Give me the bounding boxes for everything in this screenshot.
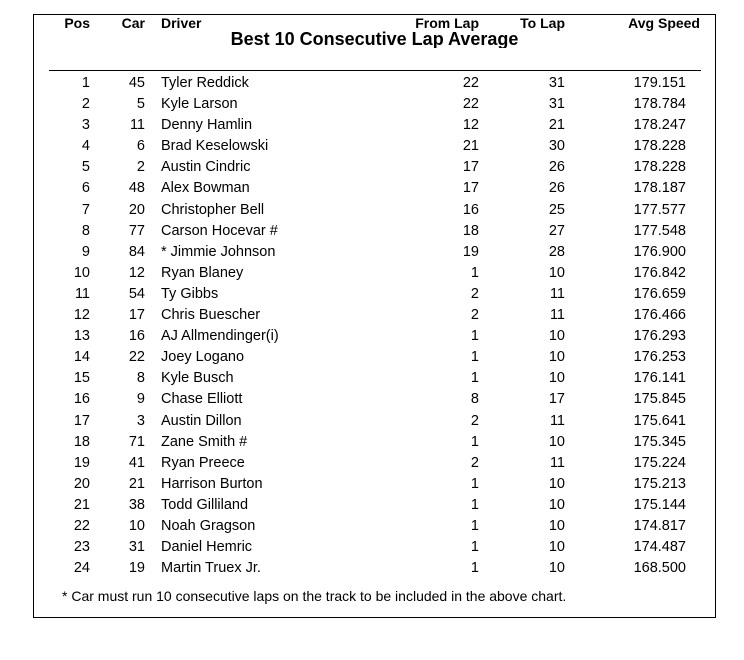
driver-cell: Chase Elliott bbox=[161, 391, 243, 408]
to-lap-cell: 28 bbox=[548, 243, 565, 260]
car-cell: 6 bbox=[136, 138, 145, 155]
car-cell: 21 bbox=[128, 475, 145, 492]
driver-cell: Martin Truex Jr. bbox=[161, 560, 261, 577]
header-to-lap: To Lap bbox=[520, 15, 565, 31]
table-row bbox=[34, 432, 715, 453]
table-row bbox=[34, 242, 715, 263]
avg-speed-cell: 174.817 bbox=[633, 517, 686, 534]
avg-speed-cell: 178.784 bbox=[633, 96, 686, 113]
avg-speed-cell: 177.548 bbox=[633, 222, 686, 239]
avg-speed-cell: 177.577 bbox=[633, 201, 686, 218]
to-lap-cell: 10 bbox=[548, 560, 565, 577]
from-lap-cell: 1 bbox=[470, 560, 479, 577]
pos-cell: 23 bbox=[73, 539, 90, 556]
driver-cell: Todd Gilliland bbox=[161, 496, 249, 513]
driver-cell: AJ Allmendinger(i) bbox=[161, 328, 279, 345]
avg-speed-cell: 175.224 bbox=[633, 454, 686, 471]
driver-cell: Brad Keselowski bbox=[161, 138, 269, 155]
to-lap-cell: 10 bbox=[548, 370, 565, 387]
avg-speed-cell: 175.144 bbox=[633, 496, 686, 513]
car-cell: 19 bbox=[128, 560, 145, 577]
pos-cell: 11 bbox=[74, 285, 90, 302]
car-cell: 2 bbox=[136, 159, 145, 176]
car-cell: 31 bbox=[128, 539, 145, 556]
to-lap-cell: 26 bbox=[548, 159, 565, 176]
from-lap-cell: 19 bbox=[462, 243, 479, 260]
from-lap-cell: 21 bbox=[462, 138, 479, 155]
from-lap-cell: 2 bbox=[470, 454, 479, 471]
pos-cell: 7 bbox=[81, 201, 90, 218]
to-lap-cell: 17 bbox=[548, 391, 565, 408]
driver-cell: Harrison Burton bbox=[161, 475, 263, 492]
from-lap-cell: 1 bbox=[470, 433, 479, 450]
from-lap-cell: 2 bbox=[470, 285, 479, 302]
to-lap-cell: 10 bbox=[548, 475, 565, 492]
header-avg-speed: Avg Speed bbox=[628, 15, 700, 31]
header-car: Car bbox=[121, 15, 145, 31]
avg-speed-cell: 175.345 bbox=[633, 433, 686, 450]
car-cell: 10 bbox=[128, 517, 145, 534]
pos-cell: 9 bbox=[81, 243, 90, 260]
pos-cell: 21 bbox=[73, 496, 90, 513]
table-row bbox=[34, 115, 715, 136]
to-lap-cell: 11 bbox=[549, 307, 565, 324]
driver-cell: * Jimmie Johnson bbox=[161, 243, 276, 260]
to-lap-cell: 27 bbox=[548, 222, 565, 239]
from-lap-cell: 18 bbox=[462, 222, 479, 239]
header-pos: Pos bbox=[64, 15, 90, 31]
pos-cell: 5 bbox=[81, 159, 90, 176]
driver-cell: Christopher Bell bbox=[161, 201, 265, 218]
avg-speed-cell: 168.500 bbox=[633, 560, 686, 577]
table-row bbox=[34, 368, 715, 389]
pos-cell: 15 bbox=[73, 370, 90, 387]
car-cell: 12 bbox=[128, 264, 145, 281]
pos-cell: 14 bbox=[73, 349, 90, 366]
driver-cell: Alex Bowman bbox=[161, 180, 250, 197]
car-cell: 17 bbox=[128, 307, 145, 324]
car-cell: 77 bbox=[128, 222, 145, 239]
avg-speed-cell: 178.228 bbox=[633, 138, 686, 155]
table-row bbox=[34, 558, 715, 579]
car-cell: 9 bbox=[136, 391, 145, 408]
car-cell: 20 bbox=[128, 201, 145, 218]
car-cell: 3 bbox=[136, 412, 145, 429]
from-lap-cell: 1 bbox=[470, 517, 479, 534]
driver-cell: Daniel Hemric bbox=[161, 539, 253, 556]
from-lap-cell: 1 bbox=[470, 370, 479, 387]
to-lap-cell: 10 bbox=[548, 433, 565, 450]
car-cell: 48 bbox=[128, 180, 145, 197]
to-lap-cell: 10 bbox=[548, 539, 565, 556]
avg-speed-cell: 174.487 bbox=[633, 539, 686, 556]
header-divider bbox=[49, 70, 701, 71]
to-lap-cell: 31 bbox=[548, 96, 565, 113]
from-lap-cell: 12 bbox=[462, 117, 479, 134]
pos-cell: 13 bbox=[73, 328, 90, 345]
avg-speed-cell: 176.466 bbox=[633, 307, 686, 324]
from-lap-cell: 8 bbox=[470, 391, 479, 408]
to-lap-cell: 30 bbox=[548, 138, 565, 155]
to-lap-cell: 21 bbox=[548, 117, 565, 134]
driver-cell: Austin Cindric bbox=[161, 159, 251, 176]
from-lap-cell: 22 bbox=[462, 75, 479, 91]
avg-speed-cell: 175.641 bbox=[633, 412, 686, 429]
avg-speed-cell: 176.141 bbox=[633, 370, 686, 387]
avg-speed-cell: 176.900 bbox=[633, 243, 686, 260]
to-lap-cell: 11 bbox=[549, 412, 565, 429]
report-title: Best 10 Consecutive Lap Average bbox=[230, 29, 519, 48]
car-cell: 38 bbox=[128, 496, 145, 513]
driver-cell: Zane Smith # bbox=[161, 433, 248, 450]
driver-cell: Ty Gibbs bbox=[161, 285, 219, 302]
table-row bbox=[34, 537, 715, 558]
avg-speed-cell: 179.151 bbox=[633, 75, 686, 91]
avg-speed-cell: 175.845 bbox=[633, 391, 686, 408]
from-lap-cell: 1 bbox=[470, 264, 479, 281]
to-lap-cell: 10 bbox=[548, 496, 565, 513]
to-lap-cell: 10 bbox=[548, 328, 565, 345]
pos-cell: 8 bbox=[81, 222, 90, 239]
driver-cell: Tyler Reddick bbox=[161, 75, 249, 91]
footnote: * Car must run 10 consecutive laps on the track to be included in the above chart. bbox=[62, 588, 567, 604]
table-row bbox=[34, 221, 715, 242]
table-row bbox=[34, 178, 715, 199]
driver-cell: Ryan Preece bbox=[161, 454, 245, 471]
to-lap-cell: 11 bbox=[549, 454, 565, 471]
pos-cell: 6 bbox=[81, 180, 90, 197]
header-driver: Driver bbox=[161, 15, 202, 31]
table-row bbox=[34, 326, 715, 347]
driver-cell: Denny Hamlin bbox=[161, 117, 253, 134]
pos-cell: 4 bbox=[81, 138, 90, 155]
table-row bbox=[34, 453, 715, 474]
from-lap-cell: 22 bbox=[462, 96, 479, 113]
pos-cell: 24 bbox=[73, 560, 90, 577]
driver-cell: Kyle Busch bbox=[161, 370, 234, 387]
pos-cell: 3 bbox=[81, 117, 90, 134]
avg-speed-cell: 178.228 bbox=[633, 159, 686, 176]
to-lap-cell: 10 bbox=[548, 264, 565, 281]
table-row bbox=[34, 136, 715, 157]
driver-cell: Joey Logano bbox=[161, 349, 245, 366]
pos-cell: 16 bbox=[73, 391, 90, 408]
car-cell: 84 bbox=[128, 243, 145, 260]
table-row bbox=[34, 347, 715, 368]
from-lap-cell: 2 bbox=[470, 307, 479, 324]
table-row bbox=[34, 411, 715, 432]
table-row bbox=[34, 73, 715, 94]
results-table bbox=[34, 73, 715, 579]
from-lap-cell: 1 bbox=[470, 496, 479, 513]
car-cell: 22 bbox=[128, 349, 145, 366]
car-cell: 71 bbox=[128, 433, 145, 450]
pos-cell: 12 bbox=[73, 307, 90, 324]
to-lap-cell: 31 bbox=[548, 75, 565, 91]
report-frame bbox=[33, 14, 716, 618]
to-lap-cell: 10 bbox=[548, 349, 565, 366]
table-row bbox=[34, 200, 715, 221]
table-row bbox=[34, 495, 715, 516]
pos-cell: 19 bbox=[73, 454, 90, 471]
avg-speed-cell: 178.187 bbox=[633, 180, 686, 197]
table-row bbox=[34, 474, 715, 495]
from-lap-cell: 1 bbox=[470, 539, 479, 556]
table-row bbox=[34, 389, 715, 410]
from-lap-cell: 16 bbox=[462, 201, 479, 218]
header-from-lap: From Lap bbox=[415, 15, 479, 31]
pos-cell: 18 bbox=[73, 433, 90, 450]
to-lap-cell: 26 bbox=[548, 180, 565, 197]
from-lap-cell: 17 bbox=[462, 180, 479, 197]
table-row bbox=[34, 284, 715, 305]
pos-cell: 20 bbox=[73, 475, 90, 492]
avg-speed-cell: 175.213 bbox=[633, 475, 686, 492]
table-row bbox=[34, 157, 715, 178]
from-lap-cell: 17 bbox=[462, 159, 479, 176]
car-cell: 45 bbox=[128, 75, 145, 91]
avg-speed-cell: 178.247 bbox=[633, 117, 686, 134]
avg-speed-cell: 176.293 bbox=[633, 328, 686, 345]
avg-speed-cell: 176.842 bbox=[633, 264, 686, 281]
driver-cell: Kyle Larson bbox=[161, 96, 238, 113]
table-row bbox=[34, 305, 715, 326]
avg-speed-cell: 176.253 bbox=[633, 349, 686, 366]
pos-cell: 2 bbox=[81, 96, 90, 113]
to-lap-cell: 10 bbox=[548, 517, 565, 534]
from-lap-cell: 2 bbox=[470, 412, 479, 429]
driver-cell: Noah Gragson bbox=[161, 517, 256, 534]
to-lap-cell: 11 bbox=[549, 285, 565, 302]
driver-cell: Ryan Blaney bbox=[161, 264, 244, 281]
to-lap-cell: 25 bbox=[548, 201, 565, 218]
car-cell: 54 bbox=[128, 285, 145, 302]
pos-cell: 22 bbox=[73, 517, 90, 534]
table-row bbox=[34, 263, 715, 284]
table-row bbox=[34, 516, 715, 537]
car-cell: 8 bbox=[136, 370, 145, 387]
table-row bbox=[34, 94, 715, 115]
pos-cell: 10 bbox=[73, 264, 90, 281]
car-cell: 16 bbox=[128, 328, 145, 345]
avg-speed-cell: 176.659 bbox=[633, 285, 686, 302]
car-cell: 11 bbox=[129, 117, 145, 134]
from-lap-cell: 1 bbox=[470, 349, 479, 366]
pos-cell: 17 bbox=[73, 412, 90, 429]
from-lap-cell: 1 bbox=[470, 328, 479, 345]
driver-cell: Austin Dillon bbox=[161, 412, 242, 429]
car-cell: 5 bbox=[136, 96, 145, 113]
driver-cell: Carson Hocevar # bbox=[161, 222, 278, 239]
car-cell: 41 bbox=[128, 454, 145, 471]
pos-cell: 1 bbox=[81, 75, 90, 91]
driver-cell: Chris Buescher bbox=[161, 307, 261, 324]
from-lap-cell: 1 bbox=[470, 475, 479, 492]
